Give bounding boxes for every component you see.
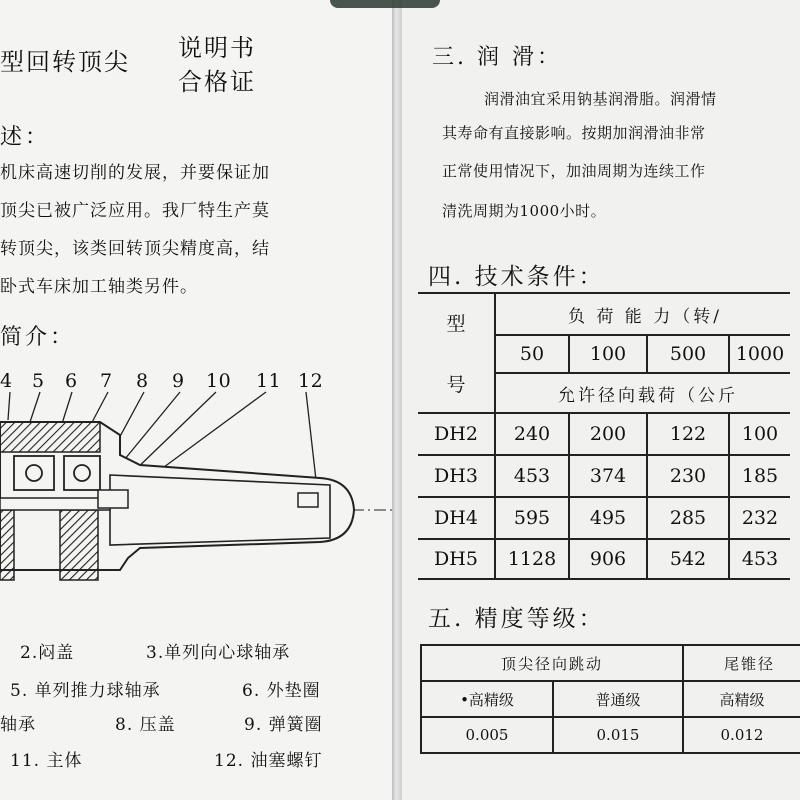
top-object-shadow [330, 0, 440, 8]
title-manual: 说明书 [178, 34, 256, 62]
part-number-4: 4 [0, 370, 13, 392]
grade-normal: 普通级 [553, 681, 683, 717]
part-5-label: 5. 单列推力球轴承 [10, 681, 161, 701]
model-label-bottom: 号 [446, 374, 466, 396]
part-11-label: 11. 主体 [10, 751, 83, 771]
cell: 185 [729, 455, 790, 497]
precision-grade-table [420, 644, 800, 754]
row-model: DH2 [418, 413, 495, 455]
technical-conditions-table [418, 292, 790, 580]
part-number-5: 5 [32, 370, 45, 392]
grade-high-1: •高精级 [421, 681, 553, 717]
model-label-top: 型 [446, 313, 466, 335]
cell: 1128 [495, 539, 569, 579]
row-model: DH4 [418, 497, 495, 539]
right-page [402, 0, 800, 800]
cell: 495 [569, 497, 647, 539]
overview-line-3: 转顶尖，该类回转顶尖精度高，结 [0, 239, 270, 259]
cell: 232 [729, 497, 790, 539]
cell: 374 [569, 455, 647, 497]
lubrication-line-4: 清洗周期为1000小时。 [442, 202, 607, 220]
radial-runout-header: 顶尖径向跳动 [421, 645, 683, 681]
part-9-label: 9. 弹簧圈 [244, 715, 323, 735]
speed-50: 50 [495, 335, 569, 373]
speed-500: 500 [647, 335, 729, 373]
lubrication-line-3: 正常使用情况下，加油周期为连续工作 [442, 162, 706, 180]
lubrication-line-1: 润滑油宜采用钠基润滑脂。润滑情 [484, 90, 717, 108]
cell: 453 [729, 539, 790, 579]
part-6-label: 6. 外垫圈 [242, 681, 321, 701]
cell: 100 [729, 413, 790, 455]
cell: 542 [647, 539, 729, 579]
section-precision-heading: 五. 精度等级： [428, 606, 605, 632]
title-certificate: 合格证 [178, 68, 256, 96]
overview-line-2: 顶尖已被广泛应用。我厂特生产莫 [0, 201, 270, 221]
grade-high-2: 高精级 [683, 681, 800, 717]
speed-100: 100 [569, 335, 647, 373]
part-7-label: 轴承 [0, 715, 36, 735]
section-structure-heading: 简介： [0, 325, 76, 350]
part-number-12: 12 [298, 370, 324, 392]
overview-line-1: 机床高速切削的发展，并要保证加 [0, 163, 270, 183]
title-fragment: 型回转顶尖 [0, 48, 130, 76]
live-center-cross-section-drawing [0, 360, 392, 600]
model-column-header [418, 293, 495, 413]
cell: 230 [647, 455, 729, 497]
lubrication-line-2: 其寿命有直接影响。按期加润滑油非常 [442, 124, 706, 142]
cell: 595 [495, 497, 569, 539]
section-lubrication-heading: 三. 润 滑： [432, 45, 562, 70]
part-12-label: 12. 油塞螺钉 [214, 751, 323, 771]
cell: 240 [495, 413, 569, 455]
row-model: DH3 [418, 455, 495, 497]
part-3-label: 3.单列向心球轴承 [146, 643, 291, 663]
part-number-10: 10 [206, 370, 232, 392]
load-capacity-header: 负 荷 能 力（转/ [495, 293, 790, 335]
value-high-2: 0.012 [683, 717, 800, 753]
part-number-8: 8 [136, 370, 149, 392]
part-8-label: 8. 压盖 [115, 715, 176, 735]
cell: 200 [569, 413, 647, 455]
part-number-9: 9 [172, 370, 185, 392]
cell: 122 [647, 413, 729, 455]
part-number-7: 7 [100, 370, 113, 392]
cell: 285 [647, 497, 729, 539]
part-number-11: 11 [256, 370, 282, 392]
part-2-label: 2.闷盖 [20, 643, 75, 663]
left-page [0, 0, 392, 800]
part-number-6: 6 [65, 370, 78, 392]
section-technical-heading: 四. 技术条件： [428, 264, 605, 290]
radial-load-header: 允许径向载荷（公斤 [495, 373, 790, 413]
overview-line-4: 卧式车床加工轴类另件。 [0, 277, 198, 297]
cell: 906 [569, 539, 647, 579]
row-model: DH5 [418, 539, 495, 579]
section-overview-heading: 述： [0, 125, 51, 150]
taper-header: 尾锥径 [683, 645, 800, 681]
cell: 453 [495, 455, 569, 497]
page-gutter [392, 0, 402, 800]
speed-1000: 1000 [729, 335, 790, 373]
value-high-1: 0.005 [421, 717, 553, 753]
value-normal: 0.015 [553, 717, 683, 753]
